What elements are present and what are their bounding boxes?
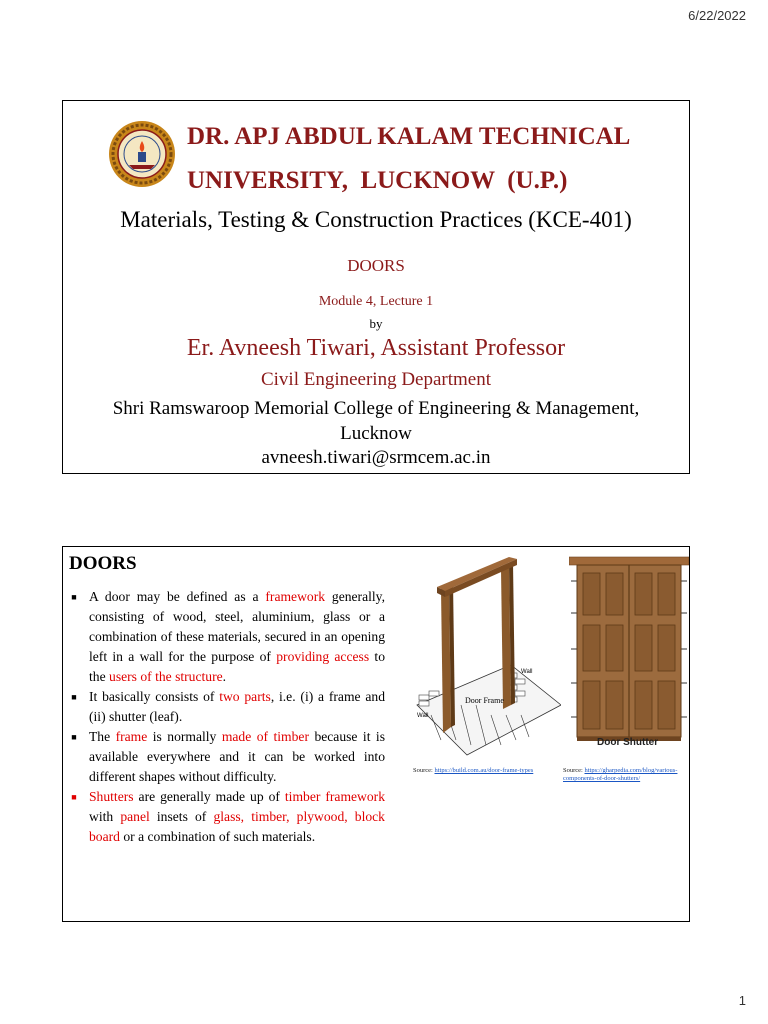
- university-emblem-icon: [107, 119, 177, 189]
- highlight-text: two parts: [219, 689, 271, 704]
- highlight-text: Shutters: [89, 789, 134, 804]
- module-info: Module 4, Lecture 1: [318, 294, 434, 309]
- square-bullet-icon: ■: [71, 592, 77, 602]
- course-title: Materials, Testing & Construction Practices (KCE-401): [120, 207, 632, 232]
- title-slide: [62, 100, 690, 474]
- square-bullet-icon: ■: [71, 792, 77, 802]
- source-prefix: Source:: [563, 767, 585, 774]
- source-prefix: Source:: [413, 767, 435, 774]
- image-source: [413, 767, 563, 775]
- doors-slide: [62, 546, 690, 922]
- source-link[interactable]: https://build.com.au/door-frame-types: [434, 767, 534, 774]
- highlight-text: providing access: [276, 649, 370, 664]
- square-bullet-icon: ■: [71, 732, 77, 742]
- college-name: [63, 396, 689, 446]
- square-bullet-icon: ■: [71, 692, 77, 702]
- slide-date: 6/22/2022: [688, 8, 746, 23]
- department: Civil Engineering Department: [260, 369, 492, 390]
- bullet-text: are generally made up of: [133, 789, 285, 804]
- source-link[interactable]: https://gharpedia.com/blog/various-components-of-door-shutters/: [563, 767, 678, 782]
- college-line-2: Lucknow: [340, 423, 412, 444]
- lecture-topic: DOORS: [347, 256, 405, 275]
- highlight-text: panel: [120, 809, 150, 824]
- door-frame-image: [411, 555, 561, 767]
- bullet-text: It basically consists of: [89, 689, 220, 704]
- university-line-1: DR. APJ ABDUL KALAM TECHNICAL: [187, 123, 631, 150]
- author-name: Er. Avneesh Tiwari, Assistant Professor: [186, 335, 566, 361]
- highlight-text: users of the structure: [109, 669, 223, 684]
- image-source: [563, 767, 689, 783]
- university-name: [187, 115, 630, 203]
- bullet-text: insets of: [149, 809, 214, 824]
- highlight-text: timber framework: [284, 789, 385, 804]
- bullet-text: A door may be defined as a: [89, 589, 266, 604]
- bullet-item: [69, 687, 385, 727]
- slide-title: DOORS: [69, 553, 137, 574]
- wall-label: Wall: [417, 713, 429, 719]
- highlight-text: glass, timber, plywood, block board: [89, 809, 385, 844]
- bullet-text: .: [222, 669, 227, 684]
- college-line-1: Shri Ramswaroop Memorial College of Engineering & Management,: [112, 398, 640, 419]
- bullet-item: [69, 727, 385, 787]
- university-line-2: UNIVERSITY, LUCKNOW (U.P.): [187, 167, 568, 194]
- bullet-item: [69, 587, 385, 687]
- bullet-text: generally, consisting of wood, steel, aluminium, glass or a combination of these materials, secured in an opening left in a wall for the purpose of: [89, 589, 385, 664]
- bullet-text: or a combination of such materials.: [119, 829, 316, 844]
- bullet-text: with: [89, 809, 121, 824]
- highlight-text: frame: [115, 729, 148, 744]
- door-shutter-image: [569, 551, 689, 753]
- by-label: by: [369, 316, 383, 331]
- bullet-text: to the: [89, 649, 385, 684]
- bullet-text: , i.e. (i) a frame and (ii) shutter (leaf).: [89, 689, 385, 724]
- door-frame-label: Door Frame: [465, 696, 504, 705]
- wall-label: Wall: [521, 669, 533, 675]
- bullet-list: [69, 587, 385, 847]
- page-number: 1: [738, 993, 746, 1008]
- highlight-text: made of timber: [221, 729, 309, 744]
- bullet-text: because it is available everywhere and it can be worked into different shapes without difficulty.: [89, 729, 385, 784]
- author-email: avneesh.tiwari@srmcem.ac.in: [261, 447, 491, 468]
- bullet-item: [69, 787, 385, 847]
- bullet-text: is normally: [147, 729, 222, 744]
- bullet-text: The: [89, 729, 116, 744]
- highlight-text: framework: [265, 589, 326, 604]
- door-shutter-caption: Door Shutter: [597, 737, 659, 748]
